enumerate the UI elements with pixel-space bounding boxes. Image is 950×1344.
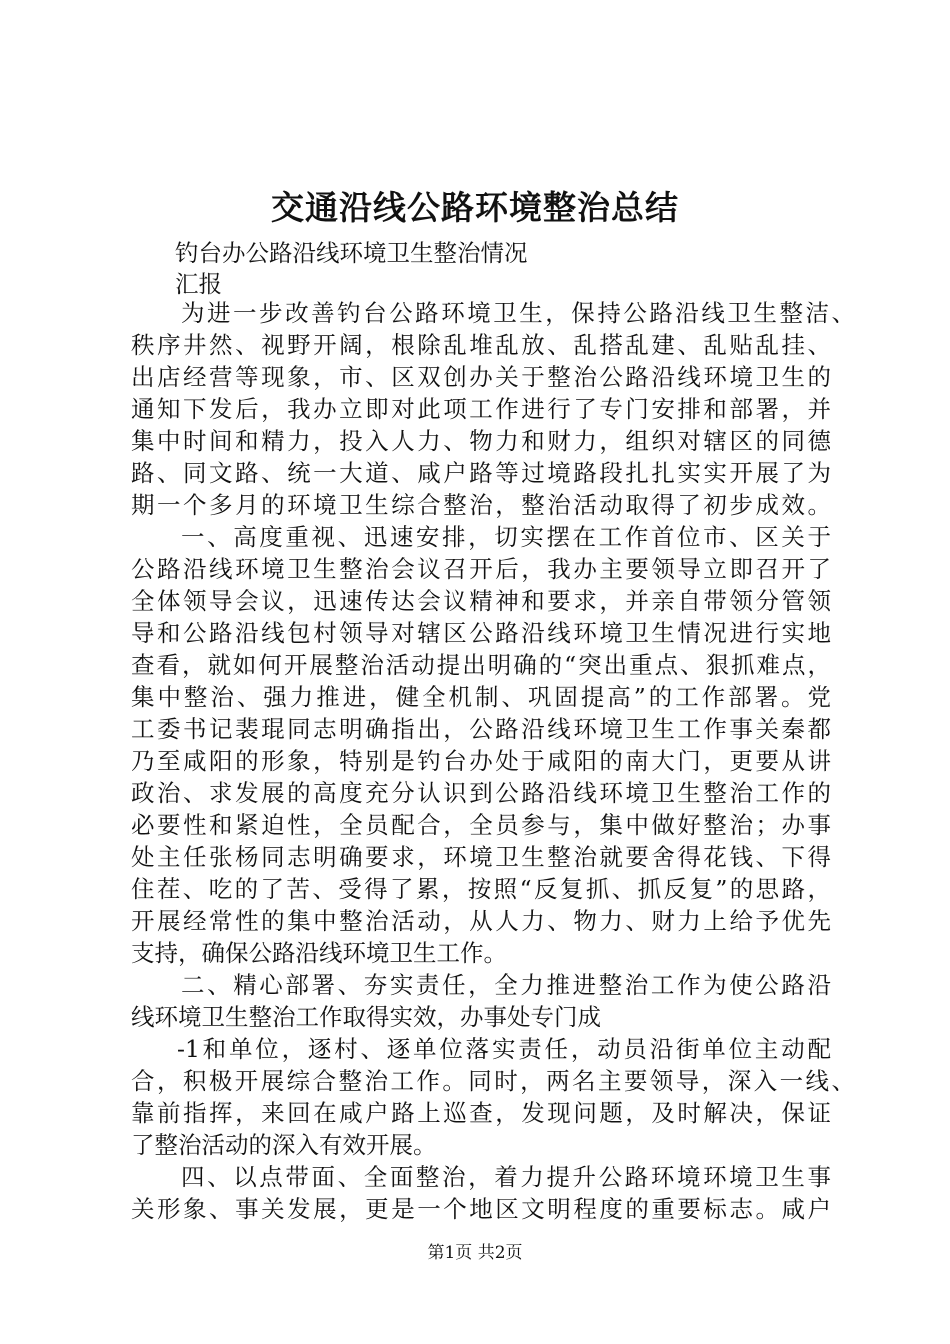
- subtitle-line: 汇报: [175, 270, 222, 298]
- paragraph-line: 支持，确保公路沿线环境卫生工作。: [131, 939, 507, 967]
- paragraph-line: 住茬、吃的了苦、受得了累，按照“反复抓、抓反复”的思路，: [131, 875, 831, 903]
- paragraph-line: 二、精心部署、夯实责任，全力推进整治工作为使公路沿: [181, 971, 831, 999]
- paragraph-line: 期一个多月的环境卫生综合整治，整治活动取得了初步成效。: [131, 491, 831, 519]
- paragraph-line: 合，积极开展综合整治工作。同时，两名主要领导，深入一线、: [131, 1067, 855, 1095]
- paragraph-line: 线环境卫生整治工作取得实效，办事处专门成: [131, 1003, 601, 1031]
- paragraph-line: 通知下发后，我办立即对此项工作进行了专门安排和部署，并: [131, 395, 831, 423]
- page-number-footer: 第1页 共2页: [427, 1243, 523, 1263]
- paragraph-line: -1和单位，逐村、逐单位落实责任，动员沿街单位主动配: [177, 1035, 831, 1063]
- paragraph-line: 工委书记裴琨同志明确指出，公路沿线环境卫生工作事关秦都: [131, 715, 831, 743]
- paragraph-line: 乃至咸阳的形象，特别是钓台办处于咸阳的南大门，更要从讲: [131, 747, 831, 775]
- subtitle-line: 钓台办公路沿线环境卫生整治情况: [175, 239, 528, 267]
- paragraph-line: 集中整治、强力推进，健全机制、巩固提高”的工作部署。党: [131, 683, 831, 711]
- paragraph-line: 四、以点带面、全面整治，着力提升公路环境环境卫生事: [181, 1163, 831, 1191]
- paragraph-line: 靠前指挥，来回在咸户路上巡查，发现问题，及时解决，保证: [131, 1099, 831, 1127]
- paragraph-line: 秩序井然、视野开阔，根除乱堆乱放、乱搭乱建、乱贴乱挂、: [131, 331, 831, 359]
- document-title: 交通沿线公路环境整治总结: [271, 188, 679, 227]
- paragraph-line: 为进一步改善钓台公路环境卫生，保持公路沿线卫生整洁、: [181, 299, 855, 327]
- paragraph-line: 开展经常性的集中整治活动，从人力、物力、财力上给予优先: [131, 907, 831, 935]
- paragraph-line: 集中时间和精力，投入人力、物力和财力，组织对辖区的同德: [131, 427, 831, 455]
- paragraph-line: 查看，就如何开展整治活动提出明确的“突出重点、狠抓难点，: [131, 651, 831, 679]
- paragraph-line: 路、同文路、统一大道、咸户路等过境路段扎扎实实开展了为: [131, 459, 831, 487]
- paragraph-line: 处主任张杨同志明确要求，环境卫生整治就要舍得花钱、下得: [131, 843, 831, 871]
- paragraph-line: 出店经营等现象，市、区双创办关于整治公路沿线环境卫生的: [131, 363, 831, 391]
- paragraph-line: 关形象、事关发展，更是一个地区文明程度的重要标志。咸户: [131, 1195, 831, 1223]
- paragraph-line: 全体领导会议，迅速传达会议精神和要求，并亲自带领分管领: [131, 587, 831, 615]
- paragraph-line: 导和公路沿线包村领导对辖区公路沿线环境卫生情况进行实地: [131, 619, 831, 647]
- paragraph-line: 公路沿线环境卫生整治会议召开后，我办主要领导立即召开了: [131, 555, 831, 583]
- paragraph-line: 政治、求发展的高度充分认识到公路沿线环境卫生整治工作的: [131, 779, 831, 807]
- paragraph-line: 了整治活动的深入有效开展。: [131, 1131, 437, 1159]
- paragraph-line: 一、高度重视、迅速安排，切实摆在工作首位市、区关于: [181, 523, 831, 551]
- paragraph-line: 必要性和紧迫性，全员配合，全员参与，集中做好整治；办事: [131, 811, 831, 839]
